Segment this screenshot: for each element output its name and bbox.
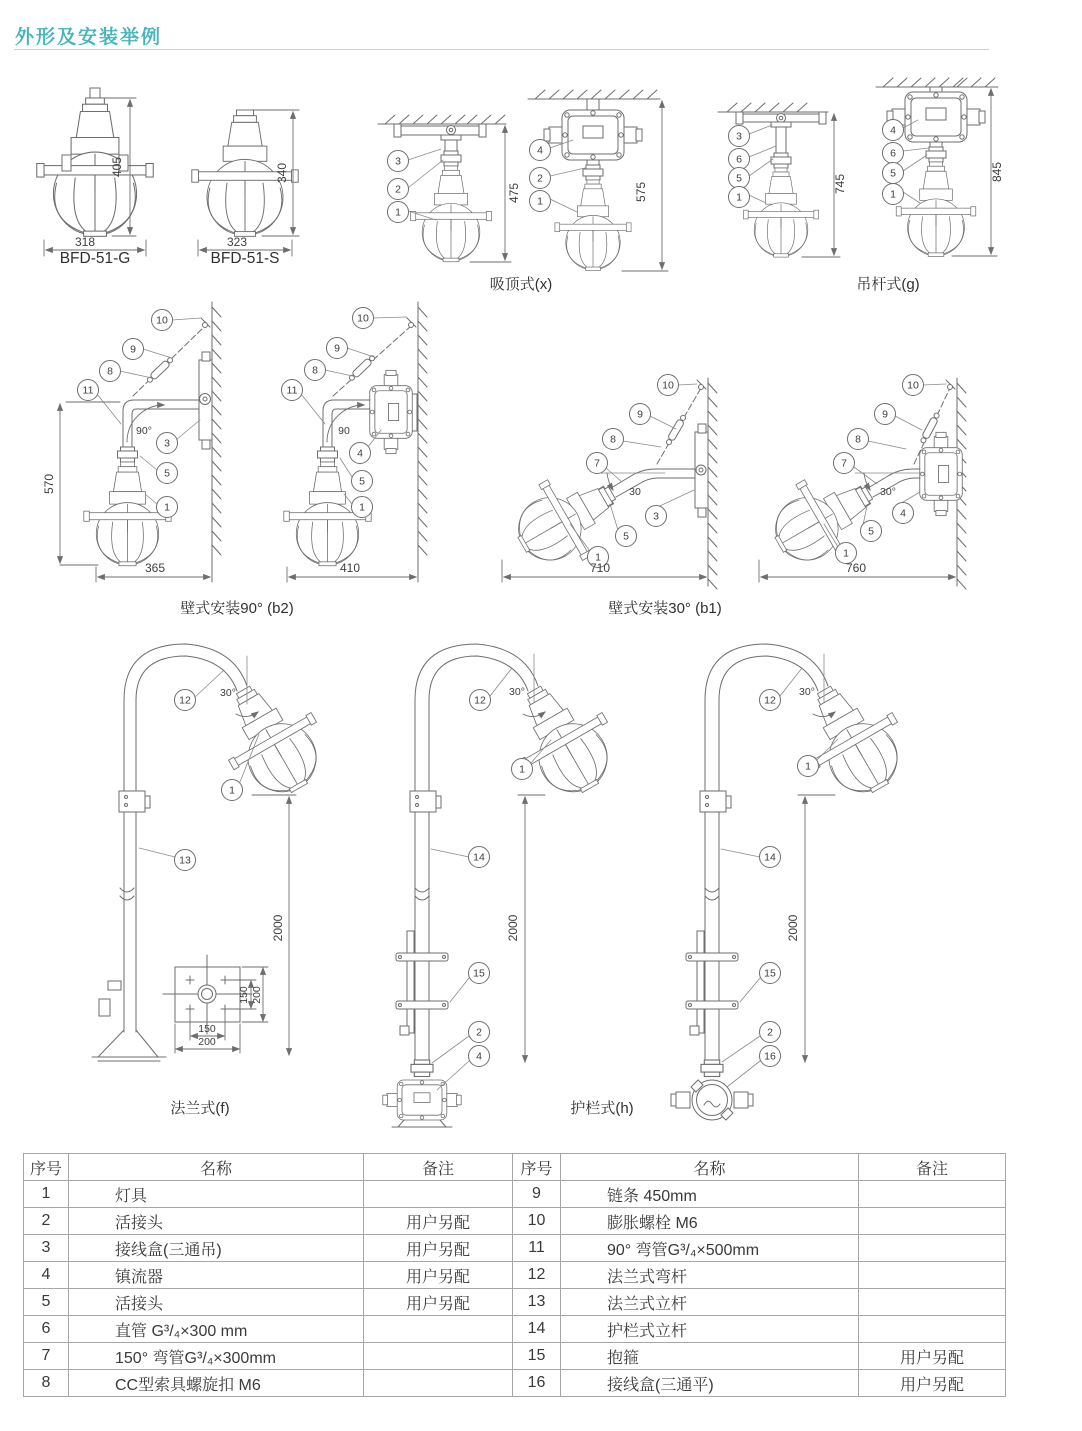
flange-pole-drawing bbox=[92, 644, 341, 1117]
svg-text:1: 1 bbox=[890, 188, 896, 201]
svg-text:15: 15 bbox=[473, 967, 485, 980]
table-header-row bbox=[24, 1154, 513, 1181]
wall-30-left-drawing bbox=[500, 375, 717, 590]
svg-text:1: 1 bbox=[537, 195, 543, 208]
cell-no: 9 bbox=[513, 1181, 561, 1208]
callout-3 bbox=[157, 433, 178, 454]
dim-label: 710 bbox=[589, 561, 611, 575]
table-row bbox=[24, 1316, 513, 1343]
svg-text:4: 4 bbox=[476, 1050, 482, 1063]
svg-text:10: 10 bbox=[662, 379, 674, 392]
callout-1 bbox=[883, 184, 904, 205]
cell-name: 90° 弯管G³/₄×500mm bbox=[561, 1235, 859, 1262]
svg-text:1: 1 bbox=[595, 551, 601, 564]
svg-text:1: 1 bbox=[164, 501, 170, 514]
callout-13 bbox=[175, 850, 196, 871]
angle-label: 30° bbox=[509, 686, 525, 698]
cell-no: 10 bbox=[513, 1208, 561, 1235]
cell-name: 灯具 bbox=[69, 1181, 364, 1208]
callout-15 bbox=[469, 963, 490, 984]
dim-label: 150 bbox=[238, 986, 250, 1004]
callout-5 bbox=[616, 526, 637, 547]
callout-2 bbox=[388, 179, 409, 200]
callout-11 bbox=[282, 380, 303, 401]
svg-text:9: 9 bbox=[882, 408, 888, 421]
svg-text:6: 6 bbox=[890, 147, 896, 160]
svg-text:8: 8 bbox=[855, 433, 861, 446]
callout-1 bbox=[352, 497, 373, 518]
model-label: BFD-51-G bbox=[59, 250, 131, 267]
table-row bbox=[513, 1316, 1006, 1343]
cell-note bbox=[859, 1235, 1006, 1262]
angle-label: 30° bbox=[880, 486, 896, 498]
callout-6 bbox=[729, 149, 750, 170]
callout-4 bbox=[350, 443, 371, 464]
wall-90-right-drawing bbox=[180, 302, 427, 617]
svg-text:2: 2 bbox=[537, 172, 543, 185]
section-label: 壁式安装90° (b2) bbox=[180, 600, 294, 617]
callout-3 bbox=[646, 506, 667, 527]
table-row bbox=[24, 1343, 513, 1370]
cell-no: 14 bbox=[513, 1316, 561, 1343]
callout-3 bbox=[729, 126, 750, 147]
page-title: 外形及安装举例 bbox=[15, 27, 163, 48]
title-underline bbox=[14, 49, 989, 50]
svg-text:5: 5 bbox=[736, 172, 742, 185]
svg-text:1: 1 bbox=[395, 206, 401, 219]
svg-text:2: 2 bbox=[476, 1026, 482, 1039]
dim-label: 475 bbox=[507, 182, 521, 204]
callout-9 bbox=[327, 338, 348, 359]
table-row bbox=[513, 1289, 1006, 1316]
svg-text:4: 4 bbox=[357, 447, 363, 460]
cell-name: 链条 450mm bbox=[561, 1181, 859, 1208]
cell-note bbox=[364, 1370, 513, 1397]
callout-2 bbox=[530, 168, 551, 189]
table-row bbox=[24, 1289, 513, 1316]
callout-1 bbox=[388, 202, 409, 223]
cell-no: 1 bbox=[24, 1181, 69, 1208]
callout-9 bbox=[123, 339, 144, 360]
cell-name: 活接头 bbox=[69, 1208, 364, 1235]
table-header-row bbox=[513, 1154, 1006, 1181]
svg-text:6: 6 bbox=[736, 153, 742, 166]
svg-text:4: 4 bbox=[537, 144, 543, 157]
svg-text:1: 1 bbox=[736, 191, 742, 204]
dim-label: 200 bbox=[198, 1036, 216, 1048]
svg-text:14: 14 bbox=[764, 851, 776, 864]
angle-label: 30 bbox=[629, 486, 641, 498]
cell-note: 用户另配 bbox=[364, 1289, 513, 1316]
svg-text:1: 1 bbox=[519, 763, 525, 776]
svg-text:5: 5 bbox=[868, 525, 874, 538]
cell-no: 4 bbox=[24, 1262, 69, 1289]
table-row bbox=[513, 1343, 1006, 1370]
callout-4 bbox=[530, 140, 551, 161]
svg-text:1: 1 bbox=[359, 501, 365, 514]
svg-text:16: 16 bbox=[764, 1050, 776, 1063]
svg-text:15: 15 bbox=[764, 967, 776, 980]
callout-15 bbox=[760, 963, 781, 984]
parts-table-left bbox=[23, 1153, 513, 1397]
dim-label: 410 bbox=[339, 561, 361, 575]
callout-9 bbox=[630, 404, 651, 425]
svg-text:3: 3 bbox=[395, 155, 401, 168]
cell-name: 150° 弯管G³/₄×300mm bbox=[69, 1343, 364, 1370]
cell-note: 用户另配 bbox=[364, 1235, 513, 1262]
dim-label: 2000 bbox=[786, 914, 800, 942]
svg-text:13: 13 bbox=[179, 854, 191, 867]
col-header-note: 备注 bbox=[859, 1154, 1006, 1181]
table-row bbox=[513, 1181, 1006, 1208]
callout-4 bbox=[893, 503, 914, 524]
cell-name: 接线盒(三通平) bbox=[561, 1370, 859, 1397]
mid-pole-drawing bbox=[383, 644, 632, 1127]
callout-7 bbox=[587, 453, 608, 474]
svg-text:8: 8 bbox=[107, 365, 113, 378]
callout-5 bbox=[729, 168, 750, 189]
svg-text:11: 11 bbox=[286, 384, 298, 397]
col-header-name: 名称 bbox=[69, 1154, 364, 1181]
callout-14 bbox=[469, 847, 490, 868]
section-label: 吸顶式(x) bbox=[489, 276, 553, 293]
svg-text:10: 10 bbox=[156, 314, 168, 327]
callout-2 bbox=[469, 1022, 490, 1043]
callout-5 bbox=[157, 463, 178, 484]
angle-label: 30° bbox=[799, 686, 815, 698]
cell-note bbox=[859, 1289, 1006, 1316]
angle-label: 90° bbox=[136, 425, 152, 437]
svg-text:3: 3 bbox=[164, 437, 170, 450]
cell-no: 11 bbox=[513, 1235, 561, 1262]
callout-11 bbox=[78, 380, 99, 401]
svg-text:2: 2 bbox=[395, 183, 401, 196]
callout-12 bbox=[470, 690, 491, 711]
callout-10 bbox=[903, 375, 924, 396]
cell-note bbox=[859, 1316, 1006, 1343]
dim-label: 150 bbox=[198, 1023, 216, 1035]
callout-1 bbox=[729, 187, 750, 208]
cell-note: 用户另配 bbox=[859, 1370, 1006, 1397]
table-row bbox=[24, 1370, 513, 1397]
svg-text:7: 7 bbox=[841, 457, 847, 470]
dim-label: 760 bbox=[845, 561, 867, 575]
col-header-no: 序号 bbox=[513, 1154, 561, 1181]
svg-text:9: 9 bbox=[130, 343, 136, 356]
callout-6 bbox=[883, 143, 904, 164]
table-row bbox=[24, 1181, 513, 1208]
callout-1 bbox=[530, 191, 551, 212]
cell-name: 法兰式立杆 bbox=[561, 1289, 859, 1316]
cell-name: 抱箍 bbox=[561, 1343, 859, 1370]
callout-3 bbox=[388, 151, 409, 172]
dim-label: 340 bbox=[275, 162, 289, 184]
dim-label: 405 bbox=[110, 156, 124, 178]
col-header-no: 序号 bbox=[24, 1154, 69, 1181]
svg-text:5: 5 bbox=[890, 167, 896, 180]
svg-text:3: 3 bbox=[653, 510, 659, 523]
cell-name: 护栏式立杆 bbox=[561, 1316, 859, 1343]
cell-note: 用户另配 bbox=[364, 1208, 513, 1235]
cell-no: 6 bbox=[24, 1316, 69, 1343]
rod-mount-right-drawing bbox=[856, 78, 1004, 293]
cell-name: CC型索具螺旋扣 M6 bbox=[69, 1370, 364, 1397]
callout-1 bbox=[222, 780, 243, 801]
svg-text:1: 1 bbox=[805, 760, 811, 773]
callout-5 bbox=[883, 163, 904, 184]
dim-label: 745 bbox=[833, 173, 847, 195]
cell-no: 13 bbox=[513, 1289, 561, 1316]
callout-8 bbox=[603, 429, 624, 450]
callout-10 bbox=[658, 375, 679, 396]
callout-8 bbox=[305, 360, 326, 381]
table-row bbox=[513, 1235, 1006, 1262]
cell-note bbox=[364, 1316, 513, 1343]
callout-8 bbox=[848, 429, 869, 450]
cell-name: 法兰式弯杆 bbox=[561, 1262, 859, 1289]
cell-name: 直管 G³/₄×300 mm bbox=[69, 1316, 364, 1343]
ceiling-mount-left-drawing bbox=[378, 115, 521, 262]
section-label: 吊杆式(g) bbox=[856, 276, 920, 293]
cell-no: 3 bbox=[24, 1235, 69, 1262]
cell-note bbox=[364, 1343, 513, 1370]
svg-text:1: 1 bbox=[843, 547, 849, 560]
svg-text:10: 10 bbox=[357, 312, 369, 325]
dim-label: 200 bbox=[251, 986, 263, 1004]
callout-10 bbox=[152, 310, 173, 331]
cell-no: 15 bbox=[513, 1343, 561, 1370]
wall-90-left-drawing bbox=[42, 302, 221, 582]
rail-pole-drawing bbox=[570, 644, 921, 1120]
callout-1 bbox=[798, 756, 819, 777]
cell-name: 膨胀螺栓 M6 bbox=[561, 1208, 859, 1235]
col-header-name: 名称 bbox=[561, 1154, 859, 1181]
svg-text:8: 8 bbox=[312, 364, 318, 377]
cell-name: 接线盒(三通吊) bbox=[69, 1235, 364, 1262]
section-label: 护栏式(h) bbox=[570, 1100, 634, 1117]
bfd-51-g-drawing bbox=[37, 88, 153, 267]
callout-16 bbox=[760, 1046, 781, 1067]
svg-text:12: 12 bbox=[179, 694, 191, 707]
callout-7 bbox=[834, 453, 855, 474]
cell-note bbox=[364, 1181, 513, 1208]
cell-no: 16 bbox=[513, 1370, 561, 1397]
flange-base-plate-detail bbox=[163, 955, 268, 1053]
callout-10 bbox=[353, 308, 374, 329]
cell-name: 活接头 bbox=[69, 1289, 364, 1316]
rod-mount-left-drawing bbox=[718, 103, 847, 257]
svg-text:2: 2 bbox=[767, 1026, 773, 1039]
dim-label: 845 bbox=[990, 161, 1004, 183]
table-row bbox=[513, 1262, 1006, 1289]
svg-text:12: 12 bbox=[764, 694, 776, 707]
cell-name: 镇流器 bbox=[69, 1262, 364, 1289]
callout-2 bbox=[760, 1022, 781, 1043]
svg-text:9: 9 bbox=[334, 342, 340, 355]
callout-14 bbox=[760, 847, 781, 868]
svg-text:1: 1 bbox=[229, 784, 235, 797]
cell-note bbox=[859, 1181, 1006, 1208]
cell-no: 8 bbox=[24, 1370, 69, 1397]
svg-text:12: 12 bbox=[474, 694, 486, 707]
callout-9 bbox=[875, 404, 896, 425]
callout-8 bbox=[100, 361, 121, 382]
table-row bbox=[24, 1262, 513, 1289]
section-label: 法兰式(f) bbox=[170, 1100, 230, 1117]
callout-4 bbox=[469, 1046, 490, 1067]
svg-text:5: 5 bbox=[623, 530, 629, 543]
svg-text:5: 5 bbox=[164, 467, 170, 480]
section-label: 壁式安装30° (b1) bbox=[608, 600, 722, 617]
callout-5 bbox=[861, 521, 882, 542]
dim-label: 365 bbox=[144, 561, 166, 575]
table-row bbox=[513, 1208, 1006, 1235]
cell-no: 12 bbox=[513, 1262, 561, 1289]
callout-4 bbox=[883, 120, 904, 141]
dim-label: 575 bbox=[634, 181, 648, 203]
cell-no: 2 bbox=[24, 1208, 69, 1235]
callout-1 bbox=[157, 497, 178, 518]
dim-label: 2000 bbox=[271, 914, 285, 942]
dim-label: 2000 bbox=[506, 914, 520, 942]
svg-text:3: 3 bbox=[736, 130, 742, 143]
cell-note: 用户另配 bbox=[859, 1343, 1006, 1370]
svg-text:10: 10 bbox=[907, 379, 919, 392]
cell-no: 5 bbox=[24, 1289, 69, 1316]
svg-text:4: 4 bbox=[900, 507, 906, 520]
svg-text:5: 5 bbox=[359, 475, 365, 488]
svg-text:4: 4 bbox=[890, 124, 896, 137]
svg-text:7: 7 bbox=[594, 457, 600, 470]
cell-note: 用户另配 bbox=[364, 1262, 513, 1289]
bfd-51-s-drawing bbox=[192, 110, 299, 267]
table-row bbox=[24, 1235, 513, 1262]
svg-text:14: 14 bbox=[473, 851, 485, 864]
col-header-note: 备注 bbox=[364, 1154, 513, 1181]
dim-label: 323 bbox=[226, 235, 248, 249]
callout-12 bbox=[760, 690, 781, 711]
parts-table-right bbox=[512, 1153, 1006, 1397]
callout-5 bbox=[352, 471, 373, 492]
callout-12 bbox=[175, 690, 196, 711]
table-row bbox=[513, 1370, 1006, 1397]
angle-label: 30° bbox=[220, 687, 236, 699]
model-label: BFD-51-S bbox=[210, 250, 280, 267]
svg-text:9: 9 bbox=[637, 408, 643, 421]
svg-text:11: 11 bbox=[82, 384, 94, 397]
angle-label: 90 bbox=[338, 425, 350, 437]
wall-30-right-drawing bbox=[608, 375, 966, 618]
table-row bbox=[24, 1208, 513, 1235]
callout-1 bbox=[512, 759, 533, 780]
dim-label: 570 bbox=[42, 473, 56, 495]
cell-note bbox=[859, 1208, 1006, 1235]
cell-note bbox=[859, 1262, 1006, 1289]
svg-text:8: 8 bbox=[610, 433, 616, 446]
cell-no: 7 bbox=[24, 1343, 69, 1370]
dim-label: 318 bbox=[74, 235, 96, 249]
round-junction-box bbox=[671, 1080, 753, 1120]
